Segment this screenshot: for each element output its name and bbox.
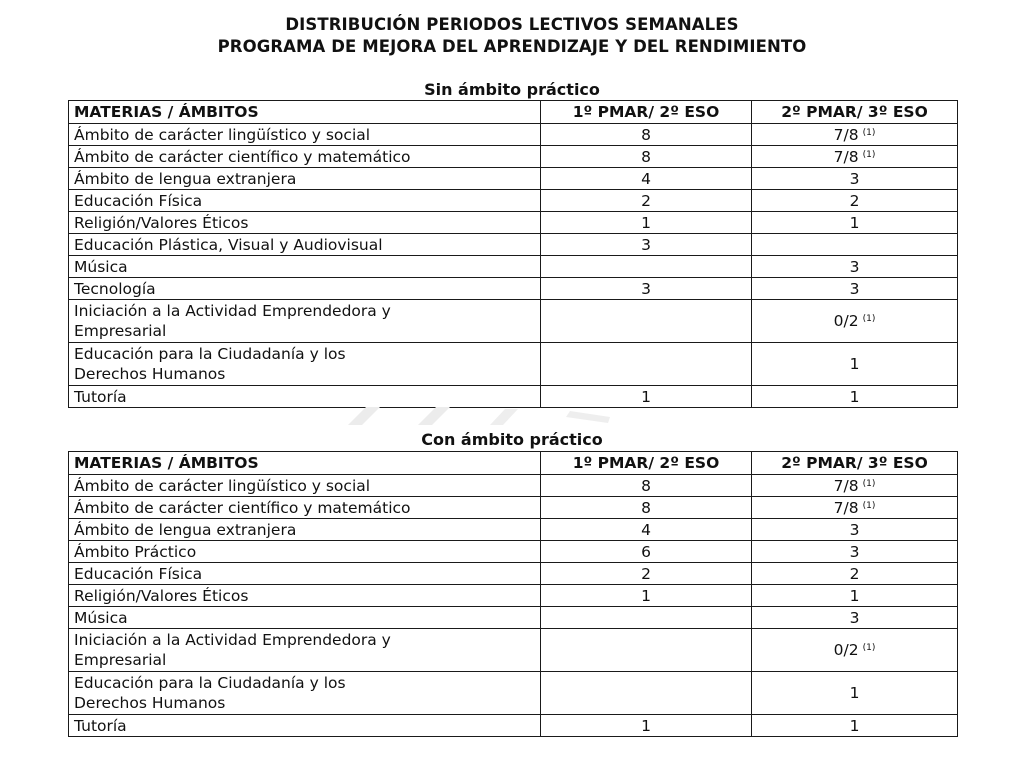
watermark-graphic <box>340 403 630 427</box>
cell-1-pmar <box>541 300 752 343</box>
table-row <box>69 212 958 234</box>
table-con-ambito-practico <box>68 451 958 737</box>
caption-text: Sin ámbito práctico <box>424 80 600 99</box>
cell-1-pmar: 8 <box>541 146 752 168</box>
cell-1-pmar: 4 <box>541 168 752 190</box>
cell-1-pmar: 6 <box>541 541 752 563</box>
table-row <box>69 629 958 672</box>
table-row <box>69 168 958 190</box>
footnote-marker: (1) <box>862 500 876 511</box>
caption-text: Con ámbito práctico <box>421 430 603 449</box>
cell-2-pmar <box>752 300 958 343</box>
cell-1-pmar: 8 <box>541 475 752 497</box>
cell-materia: Ámbito de carácter lingüístico y social <box>69 124 541 146</box>
footnote-marker: (1) <box>862 314 876 324</box>
table-sin-ambito-practico <box>68 100 958 408</box>
table-row <box>69 343 958 386</box>
header-materias: MATERIAS / ÁMBITOS <box>69 452 541 475</box>
cell-1-pmar: 3 <box>541 234 752 256</box>
cell-value: 0/2 <box>833 312 859 330</box>
cell-1-pmar: 1 <box>541 585 752 607</box>
cell-2-pmar: 1 <box>752 585 958 607</box>
table-row <box>69 607 958 629</box>
cell-materia: Tutoría <box>69 715 541 737</box>
cell-1-pmar <box>541 629 752 672</box>
cell-2-pmar: 3 <box>752 519 958 541</box>
table-row <box>69 672 958 715</box>
cell-materia: Tecnología <box>69 278 541 300</box>
cell-materia <box>69 343 541 386</box>
cell-materia: Ámbito Práctico <box>69 541 541 563</box>
cell-materia <box>69 672 541 715</box>
table-row <box>69 585 958 607</box>
cell-materia: Ámbito de carácter lingüístico y social <box>69 475 541 497</box>
cell-1-pmar: 1 <box>541 386 752 408</box>
table-row <box>69 190 958 212</box>
cell-materia: Religión/Valores Éticos <box>69 212 541 234</box>
cell-1-pmar: 4 <box>541 519 752 541</box>
cell-1-pmar: 1 <box>541 715 752 737</box>
table-row <box>69 300 958 343</box>
cell-2-pmar: 2 <box>752 563 958 585</box>
cell-materia: Ámbito de carácter científico y matemático <box>69 497 541 519</box>
table-row <box>69 475 958 497</box>
cell-materia-line-1: Educación para la Ciudadanía y los <box>74 674 346 692</box>
cell-2-pmar: 3 <box>752 278 958 300</box>
cell-value: 7/8 <box>833 125 859 144</box>
table-row <box>69 256 958 278</box>
cell-2-pmar <box>752 629 958 672</box>
table-row <box>69 541 958 563</box>
header-1-pmar: 1º PMAR/ 2º ESO <box>541 452 752 475</box>
cell-1-pmar <box>541 256 752 278</box>
cell-1-pmar: 3 <box>541 278 752 300</box>
section-caption-con-ambito <box>0 430 1024 449</box>
cell-materia-line-1: Iniciación a la Actividad Emprendedora y <box>74 302 391 320</box>
table-row <box>69 563 958 585</box>
cell-materia-line-1: Educación para la Ciudadanía y los <box>74 345 346 363</box>
header-2-pmar: 2º PMAR/ 3º ESO <box>752 452 958 475</box>
cell-materia-line-2: Derechos Humanos <box>74 694 226 712</box>
cell-materia: Ámbito de carácter científico y matemático <box>69 146 541 168</box>
cell-2-pmar <box>752 497 958 519</box>
cell-1-pmar <box>541 343 752 386</box>
header-1-pmar: 1º PMAR/ 2º ESO <box>541 101 752 124</box>
cell-2-pmar <box>752 124 958 146</box>
table-header-row <box>69 452 958 475</box>
cell-materia: Educación Plástica, Visual y Audiovisual <box>69 234 541 256</box>
cell-2-pmar: 1 <box>752 343 958 386</box>
footnote-marker: (1) <box>862 643 876 653</box>
table-row <box>69 715 958 737</box>
cell-materia: Educación Física <box>69 190 541 212</box>
cell-materia: Música <box>69 256 541 278</box>
cell-1-pmar: 8 <box>541 124 752 146</box>
cell-materia: Educación Física <box>69 563 541 585</box>
cell-value: 0/2 <box>833 641 859 659</box>
cell-materia-line-2: Derechos Humanos <box>74 365 226 383</box>
cell-2-pmar: 1 <box>752 672 958 715</box>
cell-materia-line-2: Empresarial <box>74 322 167 340</box>
cell-value: 7/8 <box>833 147 859 166</box>
table-row <box>69 497 958 519</box>
cell-2-pmar <box>752 475 958 497</box>
header-2-pmar: 2º PMAR/ 3º ESO <box>752 101 958 124</box>
cell-2-pmar <box>752 234 958 256</box>
document-title-line-1: DISTRIBUCIÓN PERIODOS LECTIVOS SEMANALES <box>285 15 739 34</box>
section-caption-sin-ambito <box>0 80 1024 99</box>
table-row <box>69 234 958 256</box>
footnote-marker: (1) <box>862 478 876 489</box>
cell-2-pmar: 3 <box>752 541 958 563</box>
cell-materia-line-2: Empresarial <box>74 651 167 669</box>
cell-2-pmar: 2 <box>752 190 958 212</box>
cell-materia: Ámbito de lengua extranjera <box>69 168 541 190</box>
cell-2-pmar: 1 <box>752 715 958 737</box>
cell-value: 7/8 <box>833 476 859 495</box>
table-row <box>69 146 958 168</box>
table-header-row <box>69 101 958 124</box>
cell-materia: Música <box>69 607 541 629</box>
cell-materia: Religión/Valores Éticos <box>69 585 541 607</box>
footnote-marker: (1) <box>862 127 876 138</box>
cell-1-pmar: 2 <box>541 563 752 585</box>
cell-1-pmar: 2 <box>541 190 752 212</box>
header-materias: MATERIAS / ÁMBITOS <box>69 101 541 124</box>
cell-2-pmar: 3 <box>752 168 958 190</box>
table-row <box>69 519 958 541</box>
footnote-marker: (1) <box>862 149 876 160</box>
cell-1-pmar: 1 <box>541 212 752 234</box>
document-title-line-2: PROGRAMA DE MEJORA DEL APRENDIZAJE Y DEL RENDIMIENTO <box>217 37 807 56</box>
cell-2-pmar: 3 <box>752 256 958 278</box>
cell-2-pmar: 3 <box>752 607 958 629</box>
cell-2-pmar: 1 <box>752 386 958 408</box>
cell-materia: Ámbito de lengua extranjera <box>69 519 541 541</box>
cell-materia: Tutoría <box>69 386 541 408</box>
cell-materia <box>69 300 541 343</box>
cell-2-pmar: 1 <box>752 212 958 234</box>
table-row <box>69 124 958 146</box>
cell-2-pmar <box>752 146 958 168</box>
cell-value: 7/8 <box>833 498 859 517</box>
cell-1-pmar <box>541 672 752 715</box>
cell-1-pmar <box>541 607 752 629</box>
cell-materia-line-1: Iniciación a la Actividad Emprendedora y <box>74 631 391 649</box>
table-row <box>69 278 958 300</box>
cell-materia <box>69 629 541 672</box>
cell-1-pmar: 8 <box>541 497 752 519</box>
